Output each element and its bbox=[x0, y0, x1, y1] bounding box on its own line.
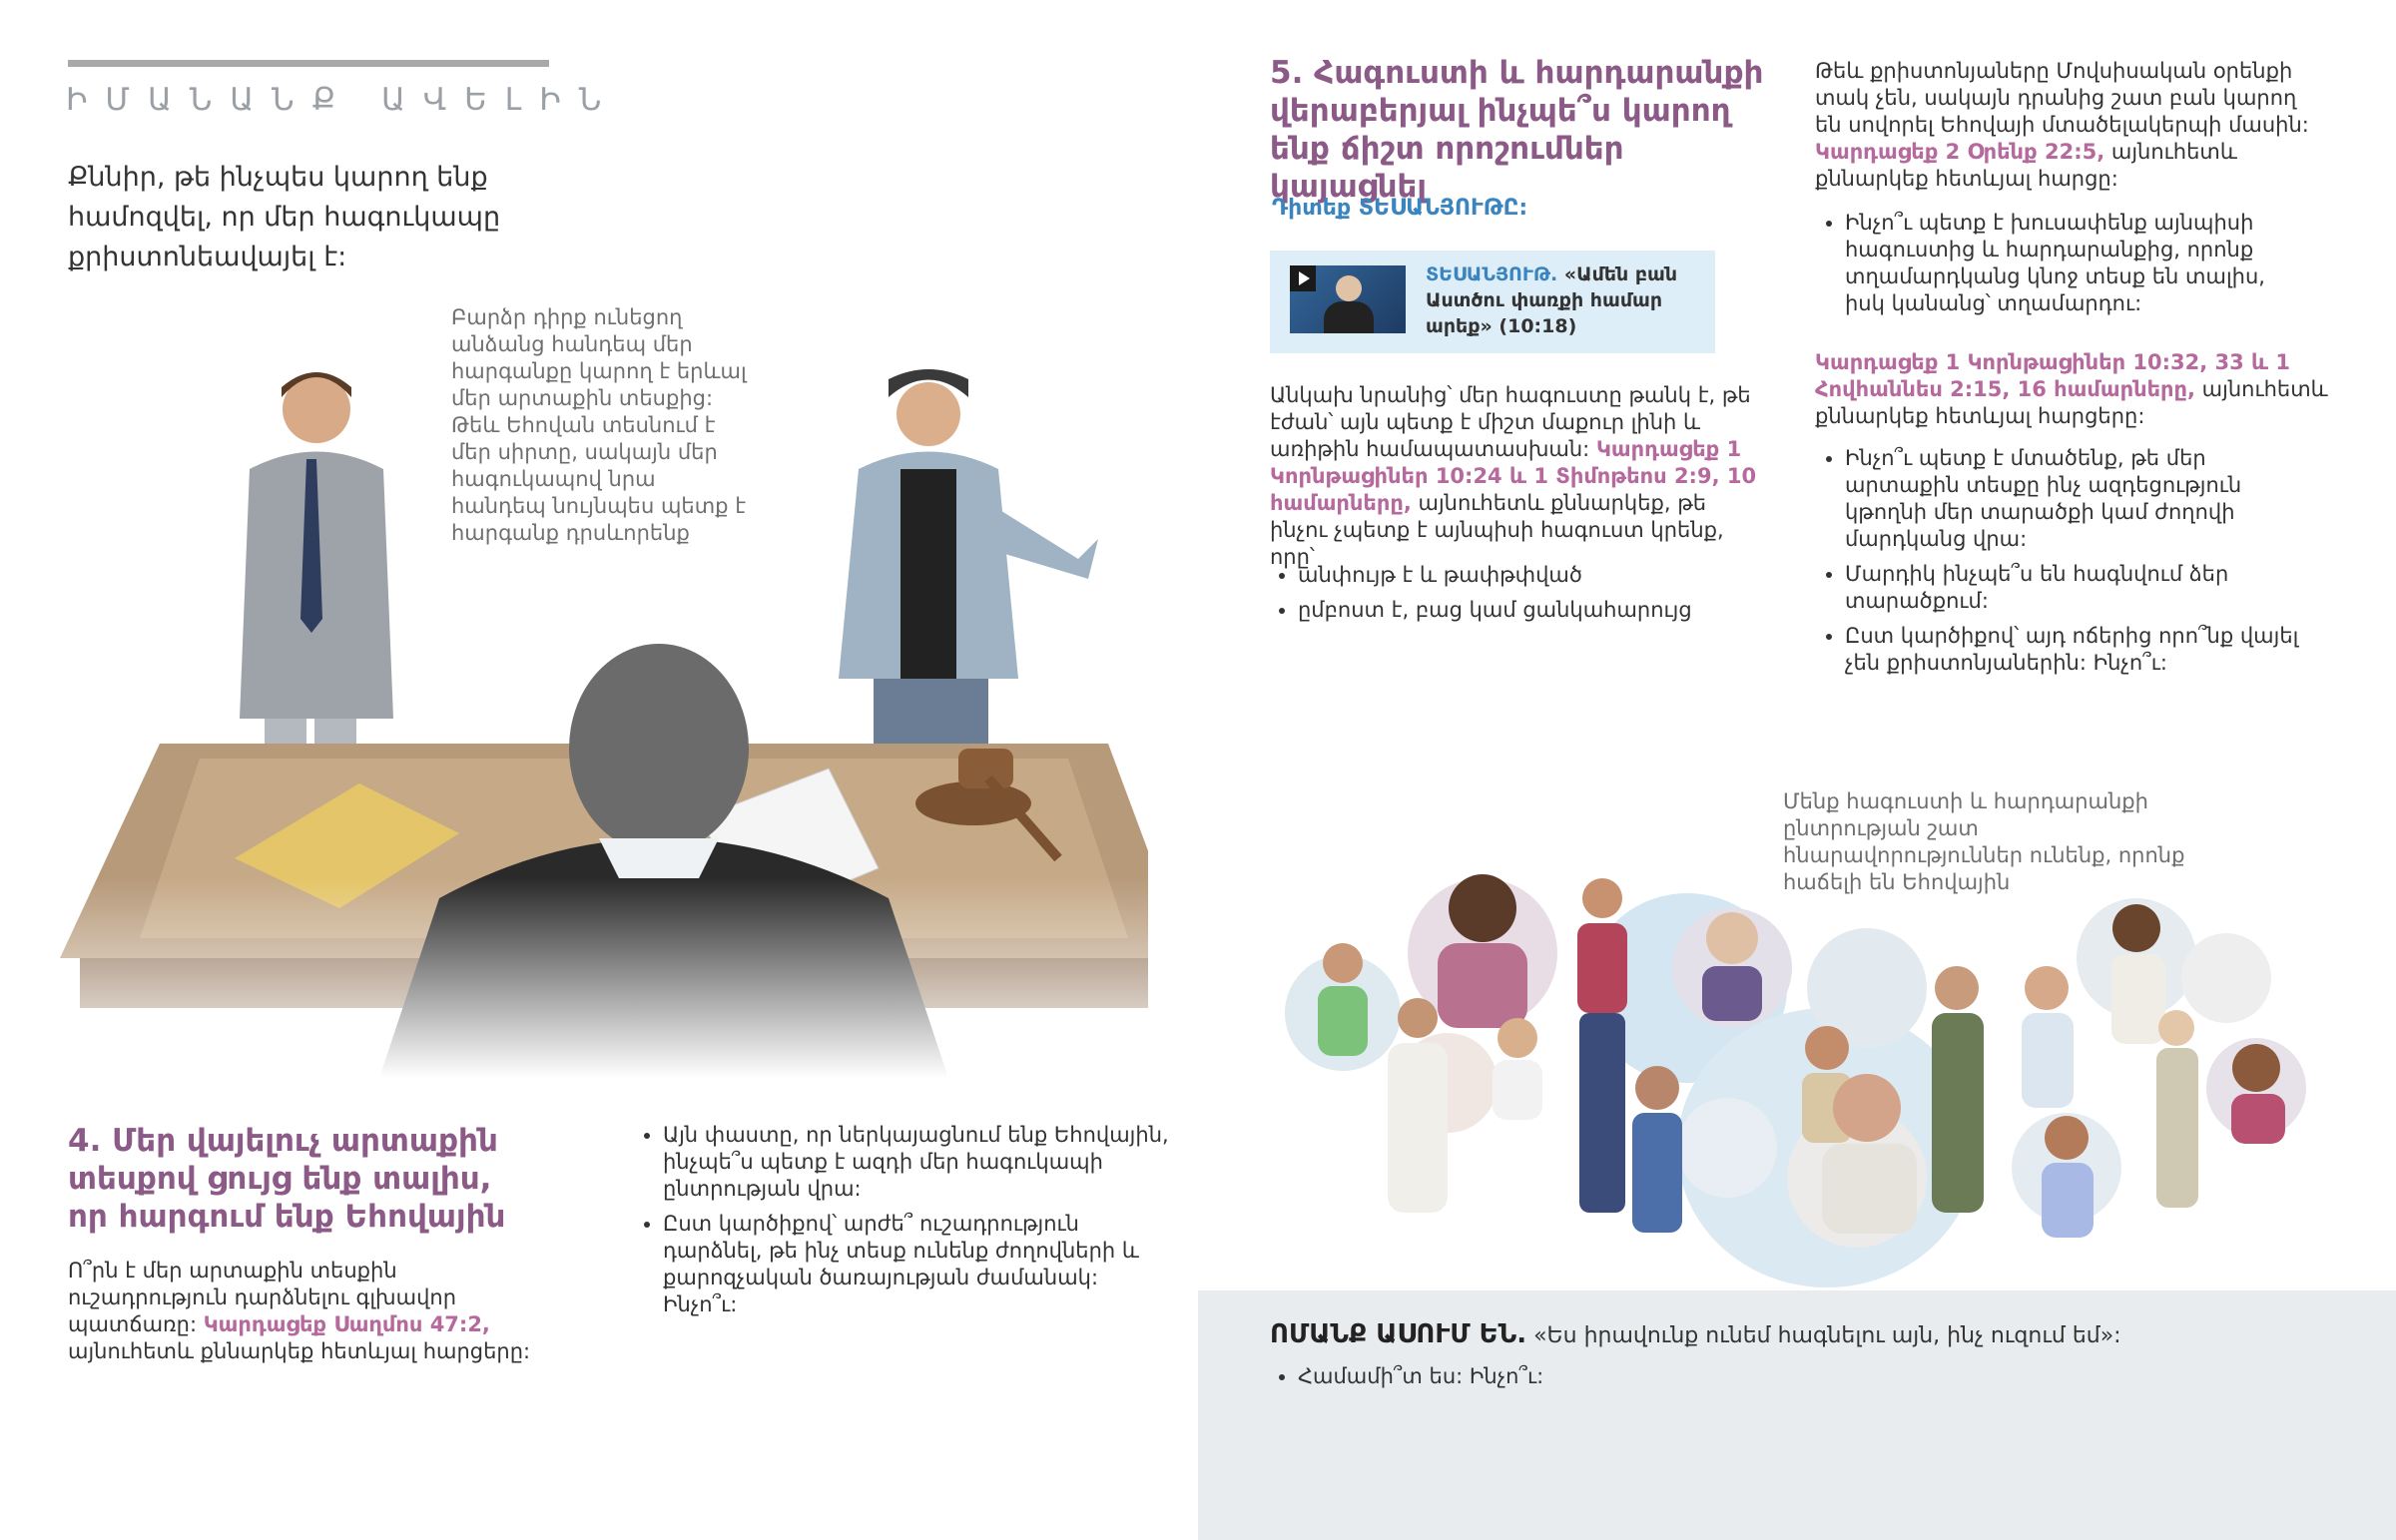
col2-question: • Ինչո՞ւ պետք է խուսափենք այնպիսի հագուստից և հարդարանքից, որոնք տղամարդկանց կնոջ տեսք են տալիս, իսկ կանանց՝ տղամարդու: bbox=[1845, 210, 2304, 317]
section4-question: • Ըստ կարծիքով՝ արժե՞ ուշադրություն դարձնել, թե ինչ տեսք ունենք ժողովների և քարոզչական ծառայության ժամանակ: Ինչո՞ւ: bbox=[663, 1211, 1172, 1318]
col2-questions2 bbox=[1811, 445, 2304, 685]
section5-lead: Անկախ նրանից՝ մեր հագուստը թանկ է, թե էժան՝ այն պետք է միշտ մաքուր լինի և առիթին համապատասխան: bbox=[1270, 383, 1751, 461]
people-caption: Մենք հագուստի և հարդարանքի ընտրության շատ հնարավորություններ ունենք, որոնք հաճելի են Եհովային bbox=[1783, 789, 2185, 894]
section5-paragraph bbox=[1270, 382, 1769, 571]
some-say-question: • Համամի՞տ ես: Ինչո՞ւ: bbox=[1298, 1363, 1997, 1390]
video-label: ՏԵՍԱՆՅՈՒԹ. bbox=[1426, 263, 1558, 285]
section4-tail: այնուհետև քննարկեք հետևյալ հարցերը: bbox=[68, 1339, 531, 1363]
some-say-block bbox=[1270, 1318, 2318, 1352]
col2-tail1: այնուհետև քննարկեք հետևյալ հարցը: bbox=[1815, 140, 2237, 191]
section5-list bbox=[1264, 562, 1797, 632]
court-caption: Բարձր դիրք ունեցող անձանց հանդեպ մեր հարգանքը կարող է երևալ մեր արտաքին տեսքից: Թեև Եհովան տեսնում է մեր սիրտը, սակայն մեր հագուկապով նրա հանդեպ նույնպես պետք է հարգանք դրսևորենք bbox=[451, 305, 747, 545]
col2-question: • Ըստ կարծիքով՝ այդ ոճերից որո՞նք վայել չեն քրիստոնյաներին: Ինչո՞ւ: bbox=[1845, 623, 2304, 677]
col2-paragraph1 bbox=[1815, 58, 2314, 193]
col2-tail2: այնուհետև քննարկեք հետևյալ հարցերը: bbox=[1815, 377, 2328, 428]
video-thumbnail[interactable] bbox=[1290, 265, 1406, 333]
some-say-label: ՈՄԱՆՔ ԱՍՈՒՄ ԵՆ. bbox=[1270, 1319, 1527, 1349]
col2-lead: Թեև քրիստոնյաները Մովսիսական օրենքի տակ չեն, սակայն դրանից շատ բան կարող են սովորել Եհովայի մտածելակերպի մասին: bbox=[1815, 59, 2309, 137]
col2-paragraph2 bbox=[1815, 349, 2334, 430]
col2-questions1 bbox=[1811, 210, 2304, 325]
section4-lead: Ո՞րն է մեր արտաքին տեսքին ուշադրություն դարձնելու գլխավոր պատճառը: bbox=[68, 1259, 457, 1336]
section4-paragraph bbox=[68, 1258, 537, 1365]
header-rule bbox=[68, 60, 549, 67]
section4-question: • Այն փաստը, որ ներկայացնում ենք Եհովային, ինչպե՞ս պետք է ազդի մեր հագուկապի ընտրության վրա: bbox=[663, 1122, 1172, 1203]
some-say-quote: «Ես իրավունք ունեմ հագնելու այն, ինչ ուզում եմ»: bbox=[1533, 1323, 2121, 1348]
section5-item: • ըմբոստ է, բաց կամ ցանկահարույց bbox=[1298, 597, 1797, 624]
col2-question: • Ինչո՞ւ պետք է մտածենք, թե մեր արտաքին տեսքը ինչ ազդեցություն կթողնի մեր տարածքի կամ ժողովի մարդկանց վրա: bbox=[1845, 445, 2304, 553]
video-title-block[interactable] bbox=[1426, 261, 1695, 339]
play-icon[interactable] bbox=[1290, 265, 1316, 291]
section4-heading: 4. Մեր վայելուչ արտաքին տեսքով ցույց ենք տալիս, որ հարգում ենք Եհովային bbox=[68, 1123, 506, 1235]
section5-tail: այնուհետև քննարկեք, թե ինչու չպետք է այնպիսի հագուստ կրենք, որը՝ bbox=[1270, 491, 1724, 569]
some-say-list bbox=[1264, 1363, 1997, 1398]
section5-heading: 5. Հագուստի և հարդարանքի վերաբերյալ ինչպե՞ս կարող ենք ճիշտ որոշումներ կայացնել bbox=[1270, 55, 1764, 205]
section4-scripture-link[interactable]: Կարդացեք Սաղմոս 47:2, bbox=[203, 1312, 490, 1336]
section5-item: • անփույթ է և թափթփված bbox=[1298, 562, 1797, 589]
video-title[interactable]: «Ամեն բան Աստծու փառքի համար արեք» (10:18) bbox=[1426, 263, 1678, 337]
watch-video-label: Դիտեք ՏԵՍԱՆՅՈՒԹԸ: bbox=[1272, 196, 1528, 221]
section5-scripture-link[interactable]: Կարդացեք 1 Կորնթացիներ 10:24 և 1 Տիմոթեոս 2:9, 10 համարները, bbox=[1270, 437, 1757, 515]
section-eyebrow: ԻՄԱՆԱՆՔ ԱՎԵԼԻՆ bbox=[66, 82, 620, 118]
intro-text: Քննիր, թե ինչպես կարող ենք համոզվել, որ մեր հագուկապը քրիստոնեավայել է: bbox=[68, 162, 501, 272]
people-illustration bbox=[1268, 848, 2326, 1297]
col2-question: • Մարդիկ ինչպե՞ս են հագնվում ձեր տարածքում: bbox=[1845, 561, 2304, 615]
col2-scripture-link2[interactable]: Կարդացեք 1 Կորնթացիներ 10:32, 33 և 1 Հովհաննես 2:15, 16 համարները, bbox=[1815, 350, 2291, 401]
section4-questions bbox=[629, 1122, 1172, 1326]
col2-scripture-link1[interactable]: Կարդացեք 2 Օրենք 22:5, bbox=[1815, 140, 2105, 164]
